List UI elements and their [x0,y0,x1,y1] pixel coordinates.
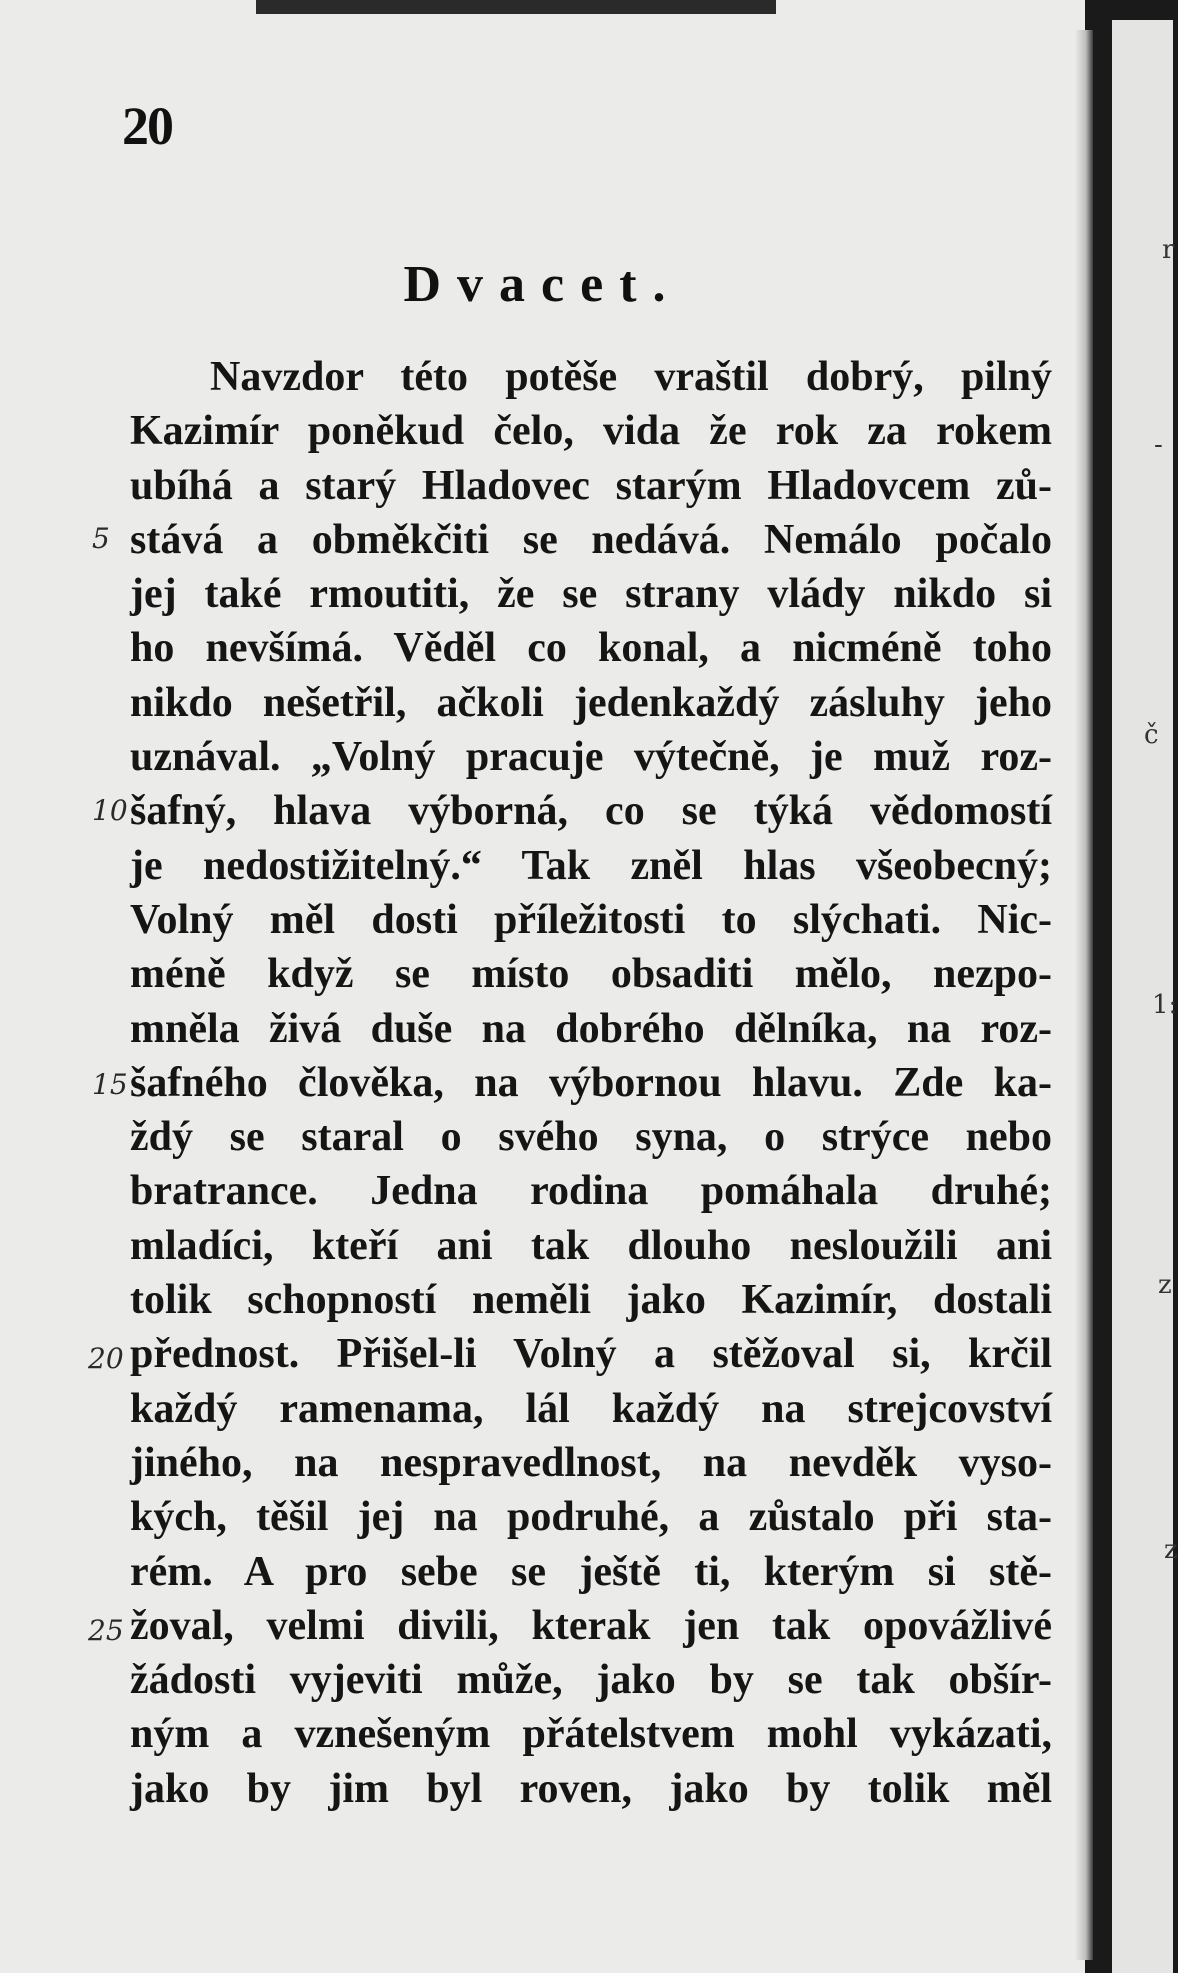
edge-mark: r [1162,235,1175,265]
text-line: jako by jim byl roven, jako by tolik měl [130,1765,1052,1812]
margin-line-number: 20 [88,1342,124,1375]
page-number: 20 [122,96,172,156]
text-line: bratrance. Jedna rodina pomáhala druhé; [130,1168,1052,1215]
text-line: jej také rmoutiti, že se strany vlády nikdo si [130,571,1052,618]
text-line: mněla živá duše na dobrého dělníka, na roz- [130,1005,1052,1052]
text-line: tolik schopností neměli jako Kazimír, dostali [130,1277,1052,1324]
text-line: ubíhá a starý Hladovec starým Hladovcem zů- [130,462,1052,509]
edge-mark: - [1154,430,1163,460]
text-line: šafný, hlava výborná, co se týká vědomostí [130,788,1052,835]
text-line: ho nevšímá. Věděl co konal, a nicméně toho [130,625,1052,672]
edge-mark: č [1144,720,1159,750]
margin-line-number: 10 [92,794,128,827]
text-line: žoval, velmi divili, kterak jen tak opovážlivé [130,1602,1052,1649]
text-line: žádosti vyjeviti může, jako by se tak obšír- [130,1657,1052,1704]
body-text [130,350,1052,1816]
text-line: jiného, na nespravedlnost, na nevděk vyso- [130,1439,1052,1486]
margin-line-number: 25 [88,1614,124,1647]
text-line: je nedostižitelný.“ Tak zněl hlas všeobecný; [130,842,1052,889]
text-line: ždý se staral o svého syna, o strýce nebo [130,1114,1052,1161]
text-line: uznával. „Volný pracuje výtečně, je muž roz- [130,734,1052,781]
text-line: každý ramenama, lál každý na strejcovství [130,1385,1052,1432]
edge-mark: 1: [1152,990,1178,1020]
next-page-edge [1112,20,1178,1973]
text-line: ným a vznešeným přátelstvem mohl vykázati, [130,1711,1052,1758]
text-line: Navzdor této potěše vraštil dobrý, pilný [210,354,1052,400]
edge-mark: z [1158,1270,1172,1300]
margin-line-number: 15 [92,1068,128,1101]
edge-mark: z [1164,1535,1178,1565]
chapter-heading: Dvacet. [403,256,682,313]
text-line: Kazimír poněkud čelo, vida že rok za rokem [130,408,1052,455]
text-line: méně když se místo obsaditi mělo, nezpo- [130,951,1052,998]
text-line: rém. A pro sebe se ještě ti, kterým si stě- [130,1548,1052,1595]
text-line: Volný měl dosti příležitosti to slýchati. Nic- [130,896,1052,943]
text-line: nikdo nešetřil, ačkoli jedenkaždý zásluhy jeho [130,679,1052,726]
margin-line-number: 5 [92,522,110,555]
text-line: kých, těšil jej na podruhé, a zůstalo při sta- [130,1494,1052,1541]
text-line: přednost. Přišel-li Volný a stěžoval si, krčil [130,1331,1052,1378]
text-line: šafného člověka, na výbornou hlavu. Zde ka- [130,1059,1052,1106]
page-top-edge [256,0,776,14]
text-line: stává a obměkčiti se nedává. Nemálo počalo [130,516,1052,563]
page-fold-shadow [1075,30,1093,1960]
text-line: mladíci, kteří ani tak dlouho nesloužili ani [130,1222,1052,1269]
